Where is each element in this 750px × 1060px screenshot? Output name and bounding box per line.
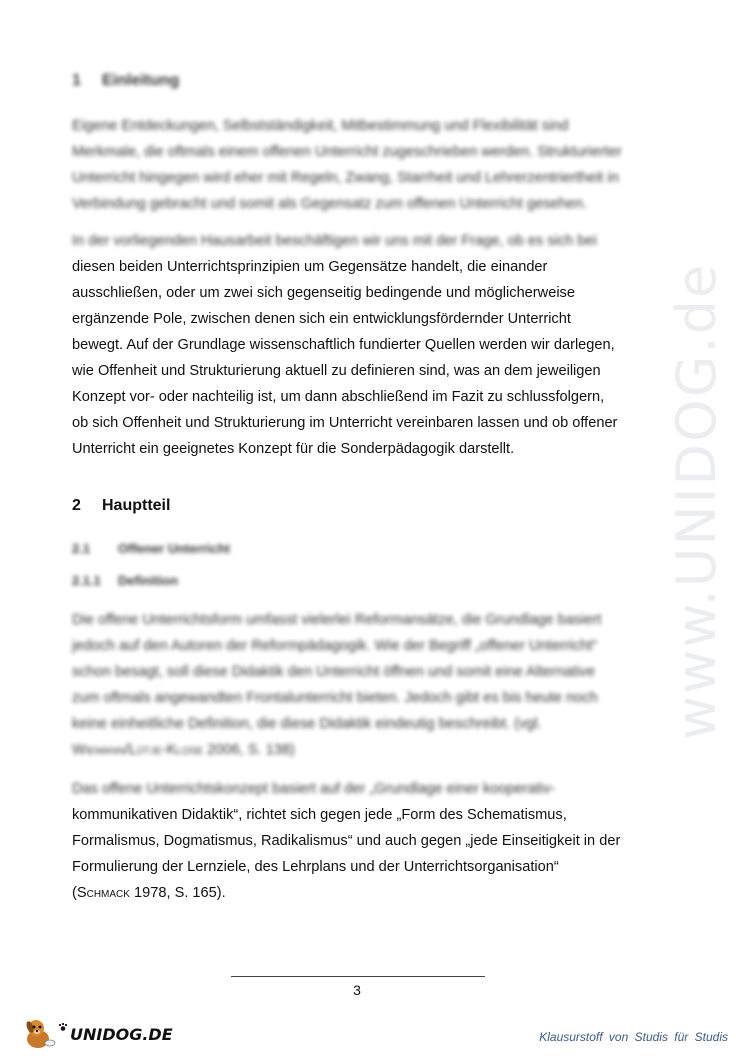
logo-text: UNIDOG.DE <box>70 1024 173 1044</box>
subsection-heading <box>72 541 230 556</box>
section-1-title: Einleitung <box>102 72 180 89</box>
paragraph-line: Formulierung der Lernziele, des Lehrplans und der Unterrichtsorganisation“ <box>72 859 559 875</box>
paragraph-line: Die offene Unterrichtsform umfasst vielerlei Reformansätze, die Grundlage basiert <box>72 612 602 628</box>
paragraph-line: ausschließen, oder um zwei sich gegenseitig bedingende und möglicherweise <box>72 285 575 301</box>
paragraph-line: kommunikativen Didaktik“, richtet sich gegen jede „Form des Schematismus, <box>72 807 567 823</box>
definition-paragraph-1 <box>72 607 652 763</box>
paw-icon <box>58 1022 68 1032</box>
subsubsection-heading <box>72 573 178 588</box>
subsubsection-title: Definition <box>118 573 178 588</box>
paragraph-line: wie Offenheit und Strukturierung aktuell zu definieren sind, was an dem jeweiligen <box>72 363 601 379</box>
paragraph-line: Unterricht ein geeignetes Konzept für die Sonderpädagogik darstellt. <box>72 441 515 457</box>
paragraph-line: Unterricht hingegen wird eher mit Regeln, Zwang, Starrheit und Lehrerzentriertheit in <box>72 170 619 186</box>
paragraph-line: ob sich Offenheit und Strukturierung im Unterricht vereinbaren lassen und ob offener <box>72 415 618 431</box>
paragraph-line: jedoch auf den Autoren der Reformpädagogik. Wie der Begriff „offener Unterricht“ <box>72 638 598 654</box>
section-2-heading <box>72 497 170 515</box>
paragraph-line: bewegt. Auf der Grundlage wissenschaftlich fundierter Quellen werden wir darlegen, <box>72 337 615 353</box>
paragraph-line: keine einheitliche Definition, die diese Didaktik eindeutig beschreibt. (vgl. <box>72 716 542 732</box>
definition-paragraph-2 <box>72 776 652 906</box>
paragraph-line: zum oftmals angewandten Frontalunterricht bieten. Jedoch gibt es bis heute noch <box>72 690 598 706</box>
watermark: www.UNIDOG.de <box>665 262 728 740</box>
paragraph-line: Formalismus, Dogmatismus, Radikalismus“ und auch gegen „jede Einseitigkeit in der <box>72 833 621 849</box>
intro-paragraph-2 <box>72 228 652 462</box>
paragraph-line: diesen beiden Unterrichtsprinzipien um Gegensätze handelt, die einander <box>72 259 548 275</box>
unidog-logo <box>22 1016 173 1052</box>
paragraph-line: schon besagt, soll diese Didaktik den Unterricht öffnen und somit eine Alternative <box>72 664 595 680</box>
footnote-divider <box>231 976 485 977</box>
section-1-heading <box>72 72 179 90</box>
subsection-title: Offener Unterricht <box>118 541 230 556</box>
section-1-number: 1 <box>72 72 81 89</box>
citation-rest: 1978, S. 165). <box>129 885 226 901</box>
paragraph-line: Merkmale, die oftmals einem offenen Unterricht zugeschrieben werden. Strukturierter <box>72 144 622 160</box>
dog-mascot-icon <box>22 1017 58 1051</box>
page-number: 3 <box>353 982 361 998</box>
paragraph-line: Das offene Unterrichtskonzept basiert auf der „Grundlage einer kooperativ- <box>72 781 556 797</box>
tagline: Klausurstoff von Studis für Studis <box>539 1030 728 1044</box>
paragraph-line: ergänzende Pole, zwischen denen sich ein entwicklungsfördernder Unterricht <box>72 311 571 327</box>
subsubsection-number: 2.1.1 <box>72 573 101 588</box>
citation-author: Schmack <box>76 885 130 901</box>
intro-paragraph-1 <box>72 113 652 217</box>
paragraph-line: Wiemann/Lütje-Klose 2006, S. 138) <box>72 742 295 758</box>
paragraph-line: In der vorliegenden Hausarbeit beschäftigen wir uns mit der Frage, ob es sich bei <box>72 233 597 249</box>
citation-line: (Schmack 1978, S. 165). <box>72 885 226 901</box>
paragraph-line: Verbindung gebracht und somit als Gegensatz zum offenen Unterricht gesehen. <box>72 196 587 212</box>
subsection-number: 2.1 <box>72 541 91 556</box>
paragraph-line: Eigene Entdeckungen, Selbstständigkeit, Mitbestimmung und Flexibilität sind <box>72 118 569 134</box>
section-2-number: 2 <box>72 497 81 514</box>
paragraph-line: Konzept vor- oder nachteilig ist, um dann abschließend im Fazit zu schlussfolgern, <box>72 389 605 405</box>
section-2-title: Hauptteil <box>102 497 171 514</box>
